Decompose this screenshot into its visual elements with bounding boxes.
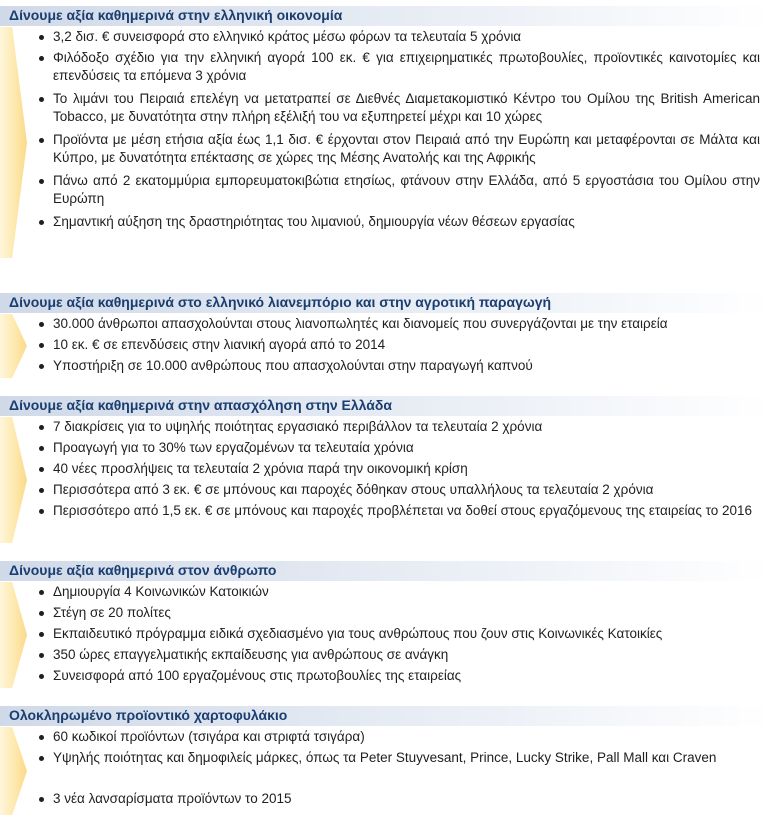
bullet-dot: [39, 590, 44, 595]
list-item-text: Περισσότερα από 3 εκ. € σε μπόνους και παροχές δόθηκαν στους υπαλλήλους τα τελευταία 2 χρόνια: [53, 482, 654, 497]
arrow-chevron: [0, 582, 27, 688]
list-item-text: Στέγη σε 20 πολίτες: [53, 605, 171, 620]
bullet-dot: [39, 97, 44, 102]
bullet-dot: [39, 322, 44, 327]
list-item-text: 10 εκ. € σε επενδύσεις στην λιανική αγορά από το 2014: [53, 337, 386, 352]
list-item-text: Υποστήριξη σε 10.000 ανθρώπους που απασχολούνται στην παραγωγή καπνού: [53, 358, 533, 373]
list-item-text: Συνεισφορά από 100 εργαζομένους στις πρωτοβουλίες της εταιρείας: [53, 668, 462, 683]
list-item-text: Υψηλής ποιότητας και δημοφιλείς μάρκες, όπως τα Peter Stuyvesant, Prince, Lucky Strike, Pall Mall και Craven: [53, 750, 717, 765]
bullet-dot: [39, 632, 44, 637]
bullet-dot: [39, 138, 44, 143]
list-item-text: 60 κωδικοί προϊόντων (τσιγάρα και στριφτά τσιγάρα): [53, 729, 365, 744]
section-title: Δίνουμε αξία καθημερινά στην απασχόληση στην Ελλάδα: [9, 397, 393, 413]
bullet-dot: [39, 446, 44, 451]
bullet-dot: [39, 425, 44, 430]
section-title: Δίνουμε αξία καθημερινά στην ελληνική οικονομία: [9, 7, 343, 23]
bullet-dot: [39, 509, 44, 514]
list-item-text: Προαγωγή για το 30% των εργαζομένων τα τελευταία χρόνια: [53, 440, 414, 455]
section-header: [0, 396, 770, 416]
bullet-dot: [39, 674, 44, 679]
section-header: [0, 706, 770, 726]
list-item-text: Φιλόδοξο σχέδιο για την ελληνική αγορά 100 εκ. € για επιχειρηματικές πρωτοβουλίες, προϊοντικές καινοτομίες και επενδύσεις τα επόμενα 3 χρόνια: [53, 50, 760, 83]
arrow-chevron: [0, 27, 27, 258]
list-item-text: 30.000 άνθρωποι απασχολούνται στους λιανοπωλητές και διανομείς που συνεργάζονται με την εταιρεία: [53, 316, 668, 331]
list-item-text: Σημαντική αύξηση της δραστηριότητας του λιμανιού, δημιουργία νέων θέσεων εργασίας: [53, 214, 575, 229]
bullet-dot: [39, 220, 44, 225]
list-item-text: Πάνω από 2 εκατομμύρια εμπορευματοκιβώτια ετησίως, φτάνουν στην Ελλάδα, από 5 εργοστάσια του Ομίλου στην Ευρώπη: [53, 173, 760, 206]
list-item-text: Δημιουργία 4 Κοινωνικών Κατοικιών: [53, 584, 269, 599]
list-item-text: Περισσότερο από 1,5 εκ. € σε μπόνους και παροχές προβλέπεται να δοθεί στους εργαζόμενους της εταιρείας το 2016: [53, 503, 753, 518]
section-header: [0, 6, 770, 26]
section-title: Ολοκληρωμένο προϊοντικό χαρτοφυλάκιο: [9, 707, 288, 723]
bullet-dot: [39, 35, 44, 40]
bullet-dot: [39, 653, 44, 658]
bullet-dot: [39, 797, 44, 802]
bullet-dot: [39, 364, 44, 369]
bullet-dot: [39, 756, 44, 761]
list-item-text: Το λιμάνι του Πειραιά επελέγη να μετατραπεί σε Διεθνές Διαμετακομιστικό Κέντρο του Ομίλου της British American Tobacco, με δυνατότητα στην πλήρη εξέλιξή του να εξυπηρετεί μέχρι και 10 χώρες: [53, 91, 760, 124]
bullet-dot: [39, 343, 44, 348]
section-title: Δίνουμε αξία καθημερινά στο ελληνικό λιανεμπόριο και στην αγροτική παραγωγή: [9, 294, 552, 310]
bullet-dot: [39, 611, 44, 616]
list-item-text: 7 διακρίσεις για το υψηλής ποιότητας εργασιακό περιβάλλον τα τελευταία 2 χρόνια: [53, 419, 543, 434]
list-item-text: 40 νέες προσλήψεις τα τελευταία 2 χρόνια παρά την οικονομική κρίση: [53, 461, 468, 476]
list-item-text: 3 νέα λανσαρίσματα προϊόντων το 2015: [53, 791, 292, 806]
list-item-text: 350 ώρες επαγγελματικής εκπαίδευσης για ανθρώπους σε ανάγκη: [53, 647, 449, 662]
list-item-text: Εκπαιδευτικό πρόγραμμα ειδικά σχεδιασμένο για τους ανθρώπους που ζουν στις Κοινωνικές Κατοικίες: [53, 626, 663, 641]
section-title: Δίνουμε αξία καθημερινά στον άνθρωπο: [9, 562, 277, 578]
section-header: [0, 293, 770, 313]
bullet-dot: [39, 488, 44, 493]
bullet-dot: [39, 179, 44, 184]
arrow-chevron: [0, 417, 27, 543]
section-header: [0, 561, 770, 581]
list-item-text: 3,2 δισ. € συνεισφορά στο ελληνικό κράτος μέσω φόρων τα τελευταία 5 χρόνια: [53, 29, 522, 44]
arrow-chevron: [0, 727, 27, 815]
bullet-dot: [39, 467, 44, 472]
bullet-dot: [39, 735, 44, 740]
bullet-dot: [39, 56, 44, 61]
list-item-text: Προϊόντα με μέση ετήσια αξία έως 1,1 δισ. € έρχονται στον Πειραιά από την Ευρώπη και μεταφέρονται σε Μάλτα και Κύπρο, με δυνατότητα επέκτασης σε χώρες της Μέσης Ανατολής και της Αφρικής: [53, 132, 760, 165]
arrow-chevron: [0, 314, 27, 378]
